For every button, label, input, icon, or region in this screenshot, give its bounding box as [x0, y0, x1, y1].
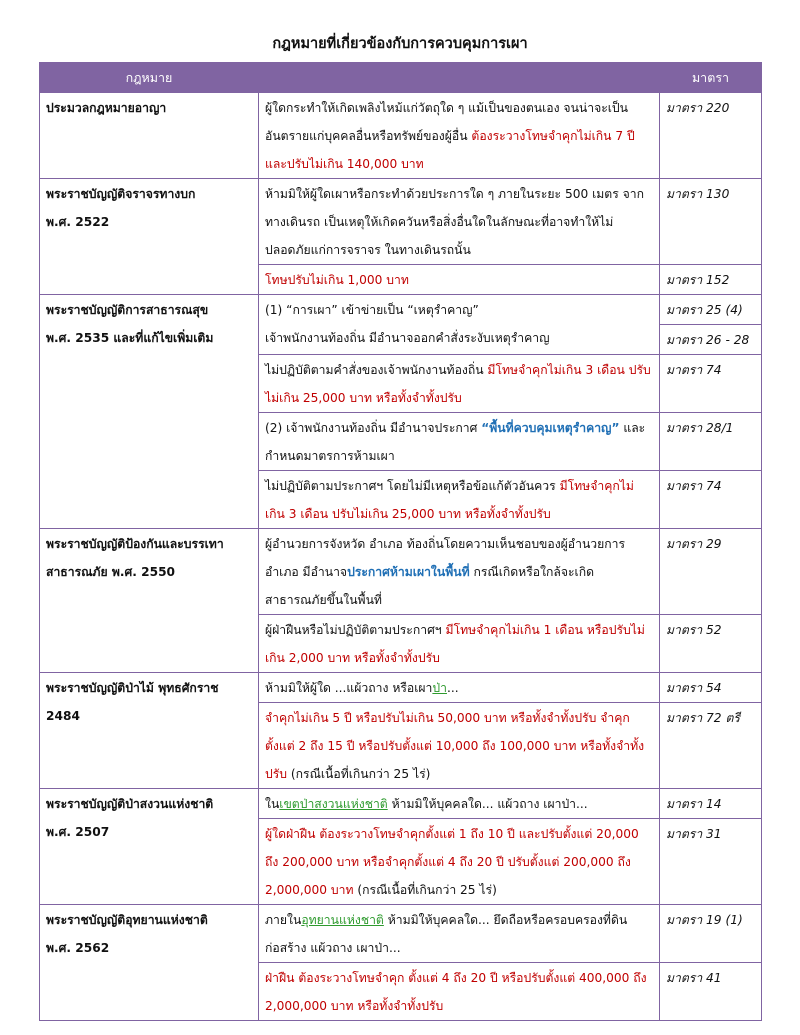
table-row — [40, 529, 762, 615]
law-desc: ผู้ฝ่าฝืนหรือไม่ปฏิบัติตามประกาศฯ มีโทษจำคุกไม่เกิน 1 เดือน หรือปรับไม่เกิน 2,000 บาท หรือทั้งจำทั้งปรับ — [259, 615, 660, 673]
law-desc: ในเขตป่าสงวนแห่งชาติ ห้ามมิให้บุคคลใด... แผ้วถาง เผาป่า... — [259, 789, 660, 819]
table-row — [40, 905, 762, 963]
table-row — [40, 295, 762, 325]
law-name: พระราชบัญญัติอุทยานแห่งชาติ พ.ศ. 2562 — [40, 905, 259, 1021]
law-section: มาตรา 152 — [660, 265, 762, 295]
table-row — [40, 789, 762, 819]
law-desc: ผู้ใดฝ่าฝืน ต้องระวางโทษจำคุกตั้งแต่ 1 ถึง 10 ปี และปรับตั้งแต่ 20,000 ถึง 200,000 บาท หรือจำคุกตั้งแต่ 4 ถึง 20 ปี ปรับตั้งแต่ 200,000 ถึง 2,000,000 บาท (กรณีเนื้อที่เกินกว่า 25 ไร่) — [259, 819, 660, 905]
law-section: มาตรา 19 (1) — [660, 905, 762, 963]
header-section: มาตรา — [660, 63, 762, 93]
law-section: มาตรา 25 (4) — [660, 295, 762, 325]
law-desc: ผู้ใดกระทำให้เกิดเพลิงไหม้แก่วัตถุใด ๆ แม้เป็นของตนเอง จนน่าจะเป็นอันตรายแก่บุคคลอื่นหรือทรัพย์ของผู้อื่น ต้องระวางโทษจำคุกไม่เกิน 7 ปี และปรับไม่เกิน 140,000 บาท — [259, 93, 660, 179]
law-desc: ห้ามมิให้ผู้ใด ...แผ้วถาง หรือเผาป่า... — [259, 673, 660, 703]
law-section: มาตรา 72 ตรี — [660, 703, 762, 789]
law-desc: โทษปรับไม่เกิน 1,000 บาท — [259, 265, 660, 295]
law-section: มาตรา 29 — [660, 529, 762, 615]
law-section: มาตรา 54 — [660, 673, 762, 703]
law-name: พระราชบัญญัติจราจรทางบก พ.ศ. 2522 — [40, 179, 259, 295]
law-name: พระราชบัญญัติป่าสงวนแห่งชาติ พ.ศ. 2507 — [40, 789, 259, 905]
law-section: มาตรา 41 — [660, 963, 762, 1021]
law-desc: จำคุกไม่เกิน 5 ปี หรือปรับไม่เกิน 50,000 บาท หรือทั้งจำทั้งปรับ จำคุกตั้งแต่ 2 ถึง 15 ปี หรือปรับตั้งแต่ 10,000 ถึง 100,000 บาท หรือทั้งจำทั้งปรับ (กรณีเนื้อที่เกินกว่า 25 ไร่) — [259, 703, 660, 789]
header-desc — [259, 63, 660, 93]
law-section: มาตรา 130 — [660, 179, 762, 265]
law-section: มาตรา 52 — [660, 615, 762, 673]
law-desc: ไม่ปฏิบัติตามประกาศฯ โดยไม่มีเหตุหรือข้อแก้ตัวอันควร มีโทษจำคุกไม่เกิน 3 เดือน ปรับไม่เกิน 25,000 บาท หรือทั้งจำทั้งปรับ — [259, 471, 660, 529]
law-name: พระราชบัญญัติการสาธารณสุข พ.ศ. 2535 และที่แก้ไขเพิ่มเติม — [40, 295, 259, 529]
header-law: กฎหมาย — [40, 63, 259, 93]
law-section: มาตรา 31 — [660, 819, 762, 905]
table-row — [40, 93, 762, 179]
law-section: มาตรา 74 — [660, 471, 762, 529]
law-desc: (1) “การเผา” เข้าข่ายเป็น “เหตุรำคาญ” เจ้าพนักงานท้องถิ่น มีอำนาจออกคำสั่งระงับเหตุรำคาญ — [259, 295, 660, 355]
law-table — [39, 62, 762, 1021]
page-title: กฎหมายที่เกี่ยวข้องกับการควบคุมการเผา — [272, 36, 528, 52]
law-desc: ภายในอุทยานแห่งชาติ ห้ามมิให้บุคคลใด... ยึดถือหรือครอบครองที่ดิน ก่อสร้าง แผ้วถาง เผาป่า... — [259, 905, 660, 963]
law-section: มาตรา 220 — [660, 93, 762, 179]
law-section: มาตรา 14 — [660, 789, 762, 819]
law-desc: (2) เจ้าพนักงานท้องถิ่น มีอำนาจประกาศ “พื้นที่ควบคุมเหตุรำคาญ” และกำหนดมาตรการห้ามเผา — [259, 413, 660, 471]
law-desc: ห้ามมิให้ผู้ใดเผาหรือกระทำด้วยประการใด ๆ ภายในระยะ 500 เมตร จากทางเดินรถ เป็นเหตุให้เกิดควันหรือสิ่งอื่นใดในลักษณะที่อาจทำให้ไม่ปลอดภัยแก่การจราจร ในทางเดินรถนั้น — [259, 179, 660, 265]
table-row — [40, 673, 762, 703]
law-section: มาตรา 26 - 28 — [660, 325, 762, 355]
law-desc: ไม่ปฏิบัติตามคำสั่งของเจ้าพนักงานท้องถิ่น มีโทษจำคุกไม่เกิน 3 เดือน ปรับไม่เกิน 25,000 บาท หรือทั้งจำทั้งปรับ — [259, 355, 660, 413]
law-section: มาตรา 74 — [660, 355, 762, 413]
table-row — [40, 179, 762, 265]
table-header-row — [40, 63, 762, 93]
law-name: ประมวลกฎหมายอาญา — [40, 93, 259, 179]
law-desc: ฝ่าฝืน ต้องระวางโทษจำคุก ตั้งแต่ 4 ถึง 20 ปี หรือปรับตั้งแต่ 400,000 ถึง 2,000,000 บาท หรือทั้งจำทั้งปรับ — [259, 963, 660, 1021]
law-name: พระราชบัญญัติป่าไม้ พุทธศักราช 2484 — [40, 673, 259, 789]
law-section: มาตรา 28/1 — [660, 413, 762, 471]
law-name: พระราชบัญญัติป้องกันและบรรเทา สาธารณภัย พ.ศ. 2550 — [40, 529, 259, 673]
law-desc: ผู้อำนวยการจังหวัด อำเภอ ท้องถิ่นโดยความเห็นชอบของผู้อำนวยการอำเภอ มีอำนาจประกาศห้ามเผาในพื้นที่ กรณีเกิดหรือใกล้จะเกิดสาธารณภัยขึ้นในพื้นที่ — [259, 529, 660, 615]
